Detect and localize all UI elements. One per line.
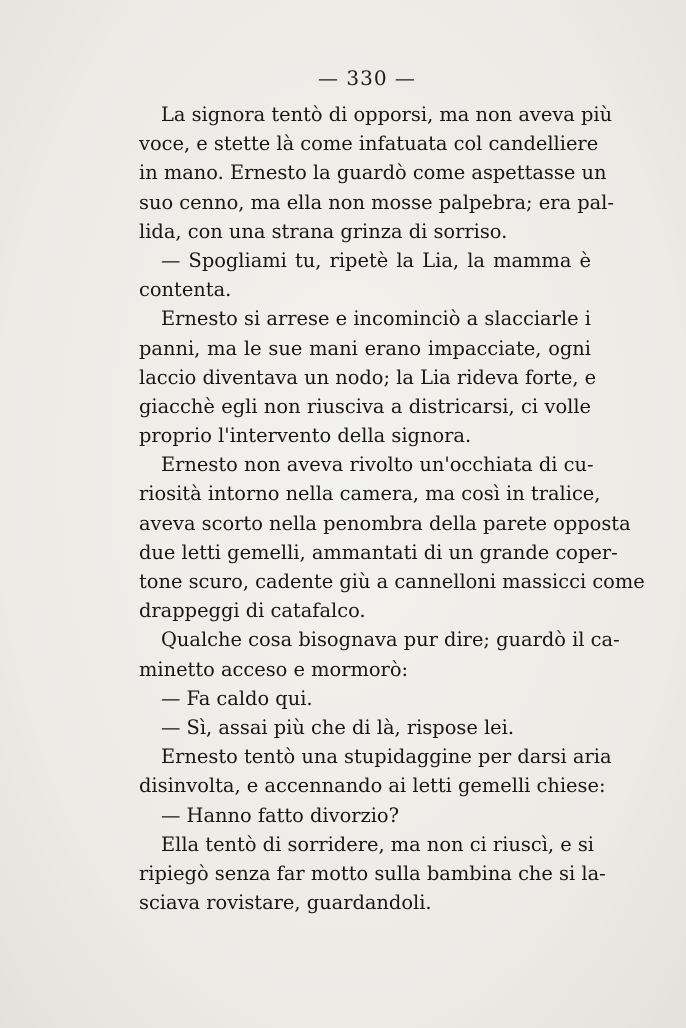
text-line: Ernesto si arrese e incominciò a slacciarle i xyxy=(161,307,591,331)
body-text xyxy=(139,100,645,917)
text-line: Ernesto non aveva rivolto un'occhiata di cu- xyxy=(161,453,594,477)
page-number: — 330 — xyxy=(318,66,416,90)
text-line: tone scuro, cadente giù a cannelloni massicci come xyxy=(139,570,645,593)
text-line: giacchè egli non riusciva a districarsi, ci volle xyxy=(139,394,591,418)
text-line: proprio l'intervento della signora. xyxy=(139,424,472,448)
text-line: voce, e stette là come infatuata col candelliere xyxy=(139,132,599,156)
text-line: in mano. Ernesto la guardò come aspettasse un xyxy=(139,161,607,185)
text-line: — Sì, assai più che di là, rispose lei. xyxy=(161,715,515,739)
text-line: minetto acceso e mormorò: xyxy=(139,657,409,681)
text-line: — Spogliami tu, ripetè la Lia, la mamma è xyxy=(161,248,591,272)
text-line: riosità intorno nella camera, ma così in tralice, xyxy=(139,482,601,506)
text-line: Ella tentò di sorridere, ma non ci riuscì, e si xyxy=(161,832,595,856)
text-line: due letti gemelli, ammantati di un grande coper- xyxy=(139,540,618,564)
text-line: La signora tentò di opporsi, ma non aveva più xyxy=(161,103,613,126)
text-line: suo cenno, ma ella non mosse palpebra; era pal- xyxy=(139,190,614,214)
text-line: Ernesto tentò una stupidaggine per darsi aria xyxy=(161,745,612,769)
text-line: panni, ma le sue mani erano impacciate, ogni xyxy=(139,336,591,360)
text-line: ripiegò senza far motto sulla bambina che si la- xyxy=(139,861,606,885)
text-line: — Fa caldo qui. xyxy=(161,686,313,710)
text-line: Qualche cosa bisognava pur dire; guardò il ca- xyxy=(161,628,620,652)
text-line: contenta. xyxy=(139,278,232,302)
text-line: lida, con una strana grinza di sorriso. xyxy=(139,219,508,243)
text-line: aveva scorto nella penombra della parete opposta xyxy=(139,511,631,535)
text-line: laccio diventava un nodo; la Lia rideva forte, e xyxy=(139,365,597,389)
text-line: drappeggi di catafalco. xyxy=(139,599,366,623)
text-line: — Hanno fatto divorzio? xyxy=(161,803,399,827)
text-line: disinvolta, e accennando ai letti gemelli chiese: xyxy=(139,774,606,798)
text-line: sciava rovistare, guardandoli. xyxy=(139,891,432,915)
